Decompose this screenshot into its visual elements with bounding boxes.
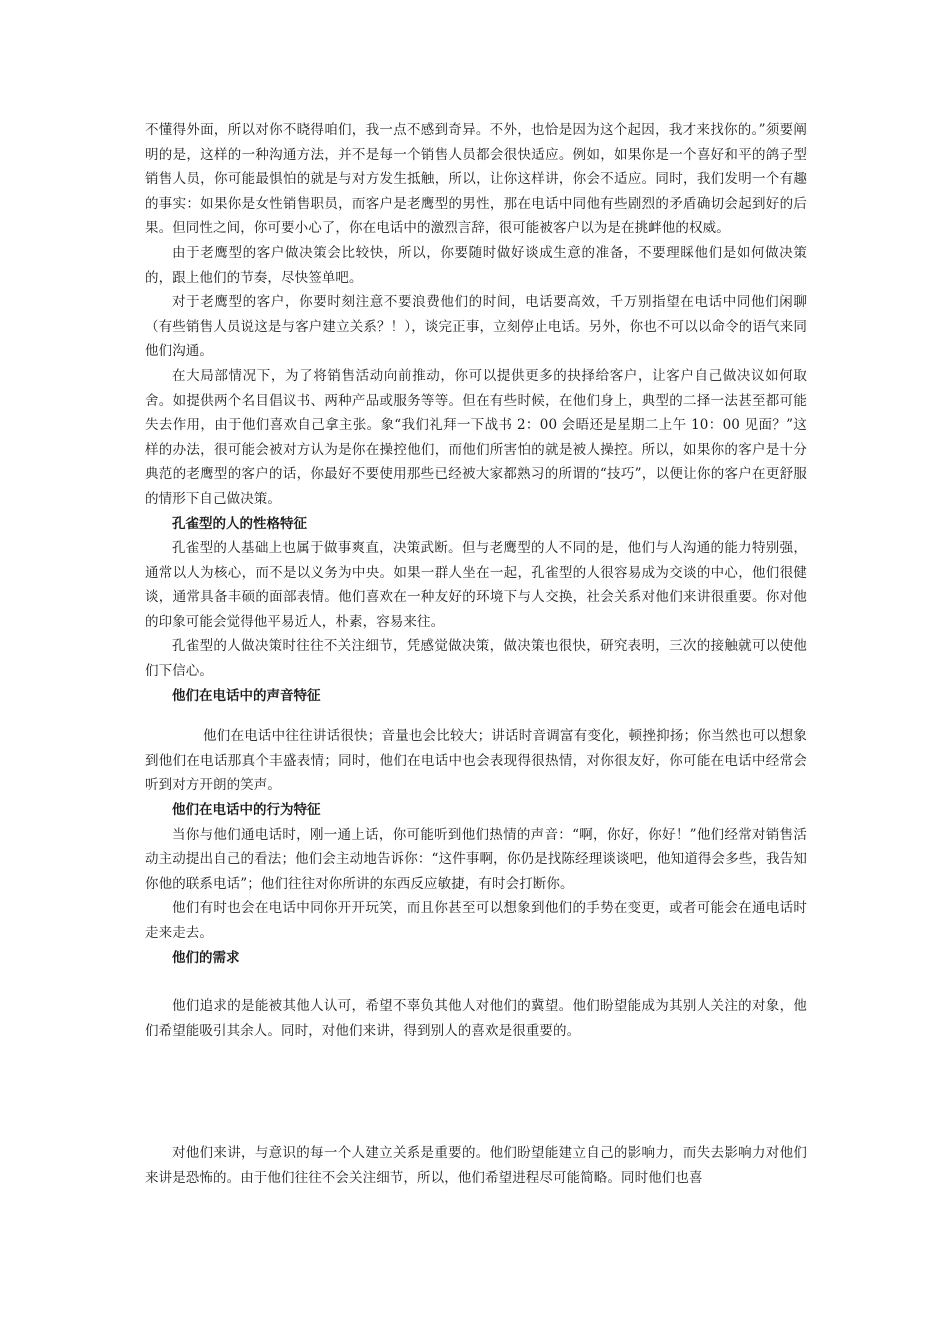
paragraph-7: 他们在电话中往往讲话很快；音量也会比较大；讲话时音调富有变化，顿挫抑扬；你当然也可以想象到他们在电话那真个丰盛表情；同时，他们在电话中也会表现得很热情，对你很友好，你可能在电话中经常会听到对方开朗的笑声。 (145, 728, 807, 794)
paragraph-1: 不懂得外面，所以对你不晓得咱们，我一点不感到奇异。不外，也恰是因为这个起因，我才来找你的。”须要阐明的是，这样的一种沟通方法，并不是每一个销售人员都会很快适应。例如，如果你是一个喜好和平的鸽子型销售人员，你可能最惧怕的就是与对方发生抵触，所以，让你这样讲，你会不适应。同时，我们发明一个有趣的事实：如果你是女性销售职员，而客户是老鹰型的男性，那在电话中同他有些剧烈的矛盾确切会起到好的后果。但同性之间，你可要小心了，你在电话中的激烈言辞，很可能被客户以为是在挑衅他的权威。 (145, 122, 807, 237)
paragraph-8: 当你与他们通电话时，刚一通上话，你可能听到他们热情的声音：“啊，你好，你好！”他们经常对销售活动主动提出自己的看法；他们会主动地告诉你：“这件事啊，你仍是找陈经理谈谈吧，他知道得会多些，我告知你他的联系电话”；他们往往对你所讲的东西反应敏捷，有时会打断你。 (145, 826, 807, 892)
heading-voice-traits: 他们在电话中的声音特征 (172, 687, 321, 704)
paragraph-4: 在大局部情况下，为了将销售活动向前推动，你可以提供更多的抉择给客户，让客户自己做决议如何取舍。如提供两个名目倡议书、两种产品或服务等等。但在有些时候，在他们身上，典型的二择一法甚至都可能失去作用，由于他们喜欢自己拿主张。象“我们礼拜一下战书 2：00 会晤还是星期二上午 10：00 见面？”这样的办法，很可能会被对方认为是你在操控他们，而他们所害怕的就是被人操控。所以，如果你的客户是十分典范的老鹰型的客户的话，你最好不要使用那些已经被大家都熟习的所谓的“技巧”，以便让你的客户在更舒服的情形下自己做决策。 (145, 367, 807, 507)
heading-needs: 他们的需求 (172, 949, 240, 966)
spacer (145, 970, 807, 994)
paragraph-6: 孔雀型的人做决策时往往不关注细节，凭感觉做决策，做决策也很快，研究表明，三次的接触就可以使他们下信心。 (145, 638, 807, 680)
paragraph-11: 对他们来讲，与意识的每一个人建立关系是重要的。他们盼望能建立自己的影响力，而失去影响力对他们来讲是恐怖的。由于他们往往不会关注细节，所以，他们希望进程尽可能简略。同时他们也喜 (145, 1145, 807, 1186)
paragraph-5: 孔雀型的人基础上也属于做事爽直，决策武断。但与老鹰型的人不同的是，他们与人沟通的能力特别强，通常以人为核心，而不是以义务为中央。如果一群人坐在一起，孔雀型的人很容易成为交谈的中心，他们很健谈，通常具备丰硕的面部表情。他们喜欢在一种友好的环境下与人交换，社会关系对他们来讲很重要。你对他的印象可能会觉得他平易近人，朴素，容易来往。 (145, 540, 807, 630)
document-page (145, 118, 807, 1191)
paragraph-9: 他们有时也会在电话中同你开开玩笑，而且你甚至可以想象到他们的手势在变更，或者可能会在通电话时走来走去。 (145, 900, 807, 941)
paragraph-10: 他们追求的是能被其他人认可，希望不辜负其他人对他们的冀望。他们盼望能成为其别人关注的对象，他们希望能吸引其余人。同时，对他们来讲，得到别人的喜欢是很重要的。 (145, 998, 807, 1039)
spacer (145, 708, 807, 724)
heading-peacock-traits: 孔雀型的人的性格特征 (172, 515, 307, 532)
heading-behavior-traits: 他们在电话中的行为特征 (172, 802, 321, 819)
spacer (145, 1043, 807, 1141)
paragraph-2: 由于老鹰型的客户做决策会比较快，所以，你要随时做好谈成生意的准备，不要理睬他们是如何做决策的，跟上他们的节奏，尽快签单吧。 (145, 244, 807, 286)
paragraph-3: 对于老鹰型的客户，你要时刻注意不要浪费他们的时间，电话要高效，千万别指望在电话中同他们闲聊（有些销售人员说这是与客户建立关系？！），谈完正事，立刻停止电话。另外，你也不可以以命令的语气来同他们沟通。 (145, 294, 807, 360)
